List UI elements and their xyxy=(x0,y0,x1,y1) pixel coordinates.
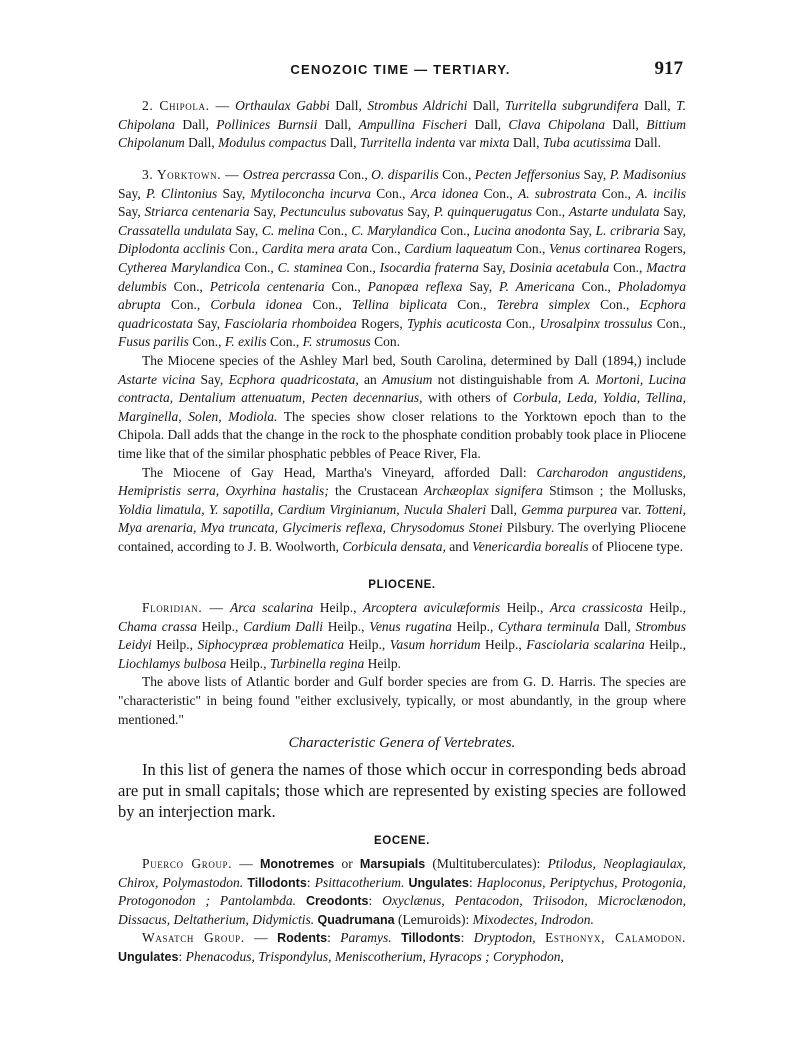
text-run: C. melina xyxy=(261,222,315,238)
text-run: Diplodonta acclinis xyxy=(118,241,226,257)
text-run: Cythara terminula xyxy=(498,618,600,634)
text-run: Lucina anodonta xyxy=(473,222,566,238)
text-run: Dall, xyxy=(599,618,636,634)
text-run: Heilp., xyxy=(323,618,370,634)
text-run: or xyxy=(334,856,360,871)
text-run: Fusus parilis xyxy=(118,334,189,350)
vertebrates-subtitle: Characteristic Genera of Vertebrates. xyxy=(288,735,516,751)
text-run: F. exilis xyxy=(224,334,267,350)
ashley-text xyxy=(118,353,686,461)
text-run: Puerco Group. xyxy=(142,856,233,871)
text-run: : xyxy=(327,930,341,946)
text-run: Con., xyxy=(160,297,211,313)
text-run: Ecphora quadricostata xyxy=(228,371,356,387)
text-run: Esthonyx, Calamodon. xyxy=(545,930,687,946)
text-run: Heilp., xyxy=(196,618,244,634)
text-run: Clava Chipolana xyxy=(508,116,605,132)
text-run: Arcoptera aviculæformis xyxy=(362,600,501,615)
text-run: — xyxy=(232,856,260,871)
text-run: Con., xyxy=(314,222,352,238)
harris-note: The above lists of Atlantic border and Gulf border species are from G. D. Harris. The species are "characteristic" in being found "either exclusively, typically, or most abundantly, in the group where mentioned." xyxy=(118,674,686,727)
text-run: Heilp., xyxy=(642,600,686,615)
text-run: P. Madisonius xyxy=(609,167,687,182)
text-run: Venus rugatina xyxy=(369,618,452,634)
text-run: Say, xyxy=(403,204,434,220)
ashley-paragraph xyxy=(118,352,686,464)
text-run: Petricola centenaria xyxy=(209,278,325,294)
text-run: Rogers, xyxy=(356,315,407,331)
text-run: Strombus Leidyi xyxy=(118,618,687,653)
text-run: Pholadomya abrupta xyxy=(118,278,686,313)
text-run: : xyxy=(460,930,474,946)
yorktown-species xyxy=(118,167,686,349)
text-run: Ungulates xyxy=(118,949,179,964)
text-run: : xyxy=(468,874,477,890)
yorktown-block xyxy=(118,166,686,556)
text-run: Astarte vicina xyxy=(118,371,196,387)
text-run: Con., xyxy=(166,278,210,294)
text-run: Paramys. xyxy=(340,930,392,946)
text-run: Con., xyxy=(532,204,569,220)
text-run: Dall, xyxy=(467,116,509,132)
text-run: Psittacotherium. xyxy=(314,874,405,890)
text-run: Con., xyxy=(225,241,262,257)
wasatch-text xyxy=(118,930,686,964)
text-run: Dall, xyxy=(486,501,522,517)
page-header xyxy=(118,58,683,84)
text-run: Con., xyxy=(438,167,475,182)
text-run: Fasciolaria rhomboidea xyxy=(224,315,357,331)
text-run: Say, xyxy=(118,204,145,220)
gayhead-text xyxy=(118,465,686,554)
text-run: Con., xyxy=(652,315,687,331)
text-run: Say, xyxy=(565,222,596,238)
text-run xyxy=(392,930,401,945)
eocene-block xyxy=(118,855,686,967)
text-run: Heilp., xyxy=(500,600,550,615)
text-run: Heilp., xyxy=(480,637,527,653)
text-run: Wasatch Group. xyxy=(142,930,245,946)
text-run: The species show closer relations to the Yorktown epoch than to the Chipola. Dall adds that the change in the rock to the phosphate condition probably took place in Pliocene time like that of the similar phosphatic pebbles of Peace River, Fla. xyxy=(118,408,687,461)
text-run: (Multituberculates): xyxy=(425,856,548,871)
text-run: Dall. xyxy=(631,135,662,151)
text-run: Carcharodon angustidens, Hemipristis serra, Oxyrhina hastalis; xyxy=(118,464,686,499)
text-run: not distinguishable from xyxy=(432,371,579,387)
text-run: Tellina biplicata xyxy=(351,297,448,313)
text-run: Con., xyxy=(342,259,380,275)
text-run: Heilp., xyxy=(151,637,198,653)
text-run: F. strumosus xyxy=(302,334,371,350)
text-run: Dosinia acetabula xyxy=(509,259,610,275)
text-run: Ostrea percrassa xyxy=(242,167,336,182)
text-run: Con., xyxy=(596,185,637,201)
text-run: A. incilis xyxy=(636,185,686,201)
yorktown-paragraph xyxy=(118,166,686,352)
text-run: Say, xyxy=(193,315,225,331)
text-run: Corbula idonea xyxy=(210,297,303,313)
text-run: Con., xyxy=(589,297,640,313)
text-run: Say, xyxy=(195,371,229,387)
text-run: Dryptodon, xyxy=(473,930,536,946)
puerco-text xyxy=(118,856,686,927)
text-run: Fasciolaria scalarina xyxy=(526,637,645,653)
text-run: : xyxy=(178,948,186,964)
text-run: Siphocypræa problematica xyxy=(197,637,344,653)
text-run: Strombus Aldrichi xyxy=(367,98,468,113)
text-run: Dall, xyxy=(184,135,219,151)
text-run: of Pliocene type. xyxy=(588,538,683,554)
text-run: : xyxy=(368,893,383,909)
pliocene-heading: PLIOCENE. xyxy=(368,579,436,591)
text-run: Con., xyxy=(240,259,278,275)
text-run: Phenacodus, Trispondylus, Meniscotherium, Hyracops ; Coryphodon, xyxy=(185,948,564,964)
text-run: Urosalpinx trossulus xyxy=(539,315,653,331)
text-run: Panopæa reflexa xyxy=(367,278,463,294)
chipola-block xyxy=(118,97,686,153)
chipola-paragraph xyxy=(118,97,686,153)
text-run: Cardita mera arata xyxy=(261,241,368,257)
text-run: and xyxy=(445,538,473,554)
text-run: Con., xyxy=(335,167,372,182)
yorktown-label: 3. Yorktown. — xyxy=(142,167,240,182)
text-run: Isocardia fraterna xyxy=(379,259,479,275)
text-run xyxy=(536,930,545,945)
text-run: var xyxy=(455,135,480,151)
text-run: P. Americana xyxy=(498,278,575,294)
text-run: mixta xyxy=(479,135,510,151)
text-run: Con., xyxy=(266,334,303,350)
text-run: Tillodonts xyxy=(247,875,307,890)
text-run: Venus cortinarea xyxy=(549,241,641,257)
text-run: Cardium laqueatum xyxy=(404,241,513,257)
vertebrates-intro: In this list of genera the names of those which occur in corresponding beds abroad are put in small capitals; those which are represented by existing species are followed by an interjection mark. xyxy=(118,760,686,821)
text-run: Pollinices Burnsii xyxy=(216,116,318,132)
running-head: CENOZOIC TIME — TERTIARY. xyxy=(290,62,511,77)
text-run: Dall, xyxy=(467,98,505,113)
text-run: Dall, xyxy=(329,98,368,113)
text-run: Dall, xyxy=(638,98,677,113)
text-run: Chama crassa xyxy=(118,618,197,634)
text-run: Arca scalarina xyxy=(230,600,314,615)
text-run: Corbula, Leda, Yoldia, Tellina, Marginella, Solen, Modiola. xyxy=(118,390,686,424)
text-run: Con. xyxy=(370,334,400,350)
text-run: : xyxy=(306,874,315,890)
text-run: Orthaulax Gabbi xyxy=(235,98,330,113)
text-run: P. quinquerugatus xyxy=(433,204,533,220)
text-run: Say, xyxy=(580,167,610,182)
text-run: Amusium xyxy=(382,371,433,387)
text-run: L. cribraria xyxy=(595,222,660,238)
text-run: Typhis acuticosta xyxy=(406,315,502,331)
text-run: Dall, xyxy=(317,116,359,132)
text-run: Haploconus, Periptychus, Protogonia, Protogonodon ; Pantolambda. xyxy=(118,874,686,909)
text-run: Cardium Dalli xyxy=(243,618,324,634)
text-run: Con., xyxy=(367,241,405,257)
text-run: the Crustacean xyxy=(328,483,424,499)
text-run: Tuba acutissima xyxy=(542,135,632,151)
text-run: Gemma purpurea xyxy=(521,501,618,517)
text-run: Say, xyxy=(478,259,510,275)
text-run: Liochlamys bulbosa xyxy=(118,655,227,671)
vertebrates-intro-block xyxy=(118,759,686,822)
text-run: Say, xyxy=(659,222,687,238)
text-run: Heilp., xyxy=(313,600,363,615)
text-run: Ecphora quadricostata xyxy=(118,297,686,331)
text-run: Con., xyxy=(302,297,352,313)
text-run: O. disparilis xyxy=(371,167,439,182)
text-run: Con., xyxy=(371,185,411,201)
text-run: The Miocene species of the Ashley Marl bed, South Carolina, determined by Dall (1894,) include xyxy=(142,352,686,368)
text-run: Say, xyxy=(462,278,499,294)
text-run: Tillodonts xyxy=(401,931,461,946)
text-run: A. subrostrata xyxy=(517,185,597,201)
text-run: Con., xyxy=(447,297,497,313)
text-run: Dall, xyxy=(175,116,217,132)
text-run: Corbicula densata, xyxy=(342,538,446,554)
text-run: Ampullina Fischeri xyxy=(358,116,468,132)
text-run: Dall, xyxy=(509,135,543,151)
page-number: 917 xyxy=(654,58,683,79)
text-run: Archæoplax signifera xyxy=(423,483,543,499)
text-run: Stimson ; the Mollusks, xyxy=(542,483,686,499)
pliocene-block xyxy=(118,599,686,729)
text-run: Heilp., xyxy=(343,637,390,653)
text-run: Heilp. xyxy=(364,655,402,671)
text-run: Bittium Chipolanum xyxy=(118,116,686,151)
text-run: Say, xyxy=(249,204,280,220)
text-run: Astarte undulata xyxy=(568,204,660,220)
text-run: var. xyxy=(617,501,646,517)
text-run: C. staminea xyxy=(277,259,343,275)
text-run: Mytiloconcha incurva xyxy=(250,185,372,201)
gayhead-paragraph xyxy=(118,464,686,557)
text-run: The Miocene of Gay Head, Martha's Vineyard, afforded Dall: xyxy=(142,464,537,480)
text-run: Ungulates xyxy=(408,875,469,890)
text-run: Mixodectes, Indrodon. xyxy=(472,911,594,927)
text-run: Con., xyxy=(609,259,647,275)
text-run: Turritella indenta xyxy=(359,135,456,151)
text-run: Heilp., xyxy=(226,655,270,671)
text-run: Rogers, xyxy=(640,241,686,257)
text-run: Marsupials xyxy=(359,857,426,871)
text-run: Say, xyxy=(118,185,146,201)
text-run: Ptilodus, Neoplagiaulax, Chirox, Polymastodon. xyxy=(118,856,686,890)
text-run: Pectunculus subovatus xyxy=(279,204,404,220)
text-run: T. Chipolana xyxy=(118,98,686,132)
text-run xyxy=(296,893,306,908)
text-run: Con., xyxy=(324,278,368,294)
text-run: Con., xyxy=(188,334,225,350)
text-run: P. Clintonius xyxy=(145,185,218,201)
text-run: Con., xyxy=(436,222,474,238)
text-run: C. Marylandica xyxy=(351,222,437,238)
eocene-heading: EOCENE. xyxy=(374,835,430,847)
text-run: , an xyxy=(355,371,383,387)
text-run: Crassatella undulata xyxy=(118,222,232,238)
text-run: Modulus compactus xyxy=(218,135,327,151)
text-run: Arca idonea xyxy=(410,185,479,201)
floridian-label: Floridian. — xyxy=(142,600,224,615)
chipola-label: 2. Chipola. — xyxy=(142,98,230,113)
text-run: Rodents xyxy=(277,931,328,946)
text-run: Totteni, Mya arenaria, Mya truncata, Glycimeris reflexa, Chrysodomus Stonei xyxy=(118,501,686,536)
text-run: — xyxy=(244,930,278,946)
text-run: Pilsbury. The overlying Pliocene contained, according to J. B. Woolworth, xyxy=(118,520,686,554)
text-run: Say, xyxy=(217,185,251,201)
text-run: Turbinella regina xyxy=(269,655,365,671)
text-run: Say, xyxy=(231,222,262,238)
text-run: Con., xyxy=(512,241,550,257)
text-run: Dall, xyxy=(604,116,647,132)
text-run: (Lemuroids): xyxy=(394,911,473,927)
text-run: Say, xyxy=(659,204,686,220)
text-run: Con., xyxy=(478,185,518,201)
text-run: Yoldia limatula, Y. sapotilla, Cardium Virginianum, Nucula Shaleri xyxy=(118,501,487,517)
text-run: Monotremes xyxy=(259,857,335,871)
wasatch-paragraph xyxy=(118,929,686,966)
text-run: Arca crassicosta xyxy=(549,600,643,615)
text-run: with others of xyxy=(422,390,513,406)
floridian-paragraph xyxy=(118,599,686,673)
text-run: Heilp., xyxy=(451,618,499,634)
text-run: Creodonts xyxy=(305,894,369,909)
text-run: Dall, xyxy=(326,135,360,151)
text-run: Pecten Jeffersonius xyxy=(474,167,581,182)
puerco-paragraph xyxy=(118,855,686,929)
text-run: Striarca centenaria xyxy=(144,204,250,220)
text-run: Con., xyxy=(501,315,540,331)
text-run: Heilp., xyxy=(644,637,686,653)
text-run: Con., xyxy=(574,278,618,294)
text-run: Cytherea Marylandica xyxy=(118,259,241,275)
text-run: Mactra delumbis xyxy=(118,259,686,294)
text-run: A. Mortoni, Lucina contracta, Dentalium attenuatum, Pecten decennarius, xyxy=(118,371,687,406)
text-run: Turritella subgrundifera xyxy=(504,98,639,113)
text-run: Oxyclænus, Pentacodon, Triisodon, Microclænodon, Dissacus, Deltatherium, Didymictis. xyxy=(118,893,686,927)
text-run: Venericardia borealis xyxy=(472,538,589,554)
text-run: Terebra simplex xyxy=(496,297,590,313)
text-run: Vasum horridum xyxy=(389,637,481,653)
text-run: Quadrumana xyxy=(317,912,395,927)
